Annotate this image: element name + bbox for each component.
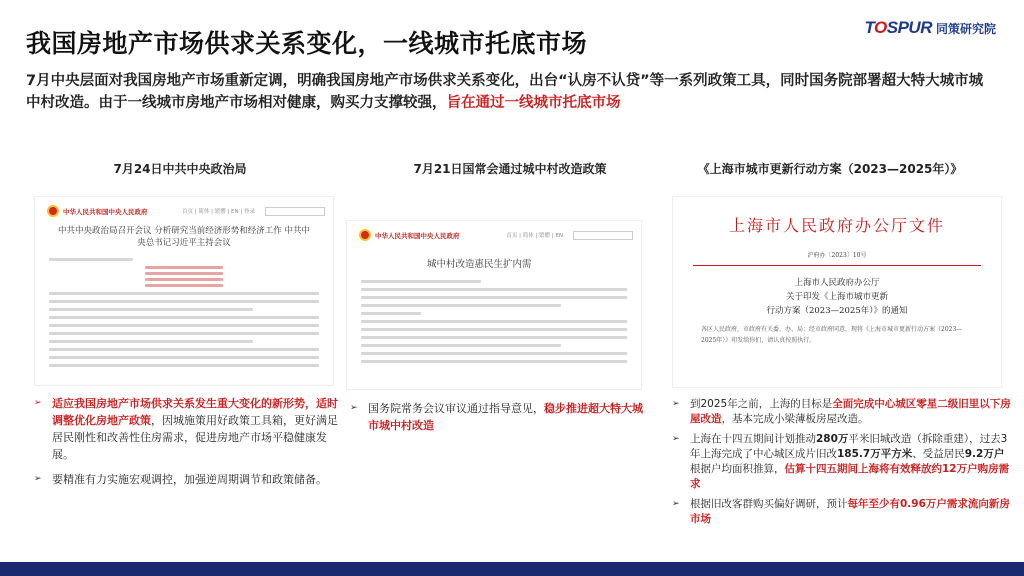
arrow-bullet-icon: ➢ bbox=[34, 474, 42, 484]
national-emblem-icon bbox=[359, 229, 371, 241]
shanghai-gov-notice-screenshot bbox=[672, 196, 1002, 388]
gov-site-name: 中华人民共和国中央人民政府 bbox=[63, 207, 148, 216]
page-title: 我国房地产市场供求关系变化，一线城市托底市场 bbox=[26, 29, 588, 58]
gov-search-box bbox=[265, 207, 325, 216]
doc1-headline: 中共中央政治局召开会议 分析研究当前经济形势和经济工作 中共中央总书记习近平主持会议 bbox=[58, 226, 310, 248]
column-title-politburo: 7月24日中共中央政治局 bbox=[113, 162, 247, 176]
doc2-headline: 城中村改造惠民生扩内需 bbox=[427, 259, 532, 270]
list-item: ➢ 上海在十四五期间计划推动280万平米旧城改造（拆除重建），过去3年上海完成了中心城区成片旧改185.7万平方米、受益居民9.2万户根据户均面积推算，估算十四五期间上海将有效释放约12万户购房需求 bbox=[672, 433, 1010, 490]
column-title-state-council: 7月21日国常会通过城中村改造政策 bbox=[413, 162, 607, 176]
gov-site-nav: 首页 | 简体 | 繁體 | EN | 登录 bbox=[182, 209, 255, 215]
doc3-number: 沪府办〔2023〕10号 bbox=[807, 252, 867, 259]
arrow-bullet-icon: ➢ bbox=[672, 399, 680, 409]
doc3-title: 上海市人民政府办公厅 关于印发《上海市城市更新 行动方案（2023—2025年）》的通知 bbox=[766, 278, 908, 316]
gov-site-nav: 首页 | 简体 | 繁體 | EN bbox=[506, 233, 563, 239]
doc3-red-header: 上海市人民政府办公厅文件 bbox=[728, 216, 945, 235]
doc3-red-rule bbox=[693, 265, 981, 266]
list-item: ➢ 要精准有力实施宏观调控，加强逆周期调节和政策储备。 bbox=[34, 473, 327, 486]
list-item: ➢ 适应我国房地产市场供求关系发生重大变化的新形势，适时调整优化房地产政策，因城施策用好政策工具箱，更好满足居民刚性和改善性住房需求，促进房地产市场平稳健康发展。 bbox=[34, 397, 338, 461]
footer-bar bbox=[0, 562, 1024, 576]
intro-highlight: 旨在通过一线城市托底市场 bbox=[446, 95, 621, 111]
gov-site-name: 中华人民共和国中央人民政府 bbox=[375, 231, 460, 240]
arrow-bullet-icon: ➢ bbox=[672, 499, 680, 509]
arrow-bullet-icon: ➢ bbox=[350, 403, 358, 413]
intro-paragraph: 7月中央层面对我国房地产市场重新定调，明确我国房地产市场供求关系变化，出台“认房不认贷”等一系列政策工具，同时国务院部署超大特大城市城中村改造。由于一线城市房地产市场相对健康，购买力支撑较强，旨在通过一线城市托底市场 bbox=[26, 73, 984, 111]
list-item: ➢ 根据旧改客群购买偏好调研，预计每年至少有0.96万户需求流向新房市场 bbox=[672, 498, 1010, 525]
state-council-bullets bbox=[350, 400, 650, 442]
national-emblem-icon bbox=[47, 205, 59, 217]
doc3-body: 各区人民政府，市政府有关委、办、局：经市政府同意，现将《上海市城市更新行动方案（2023—2025年）》印发给你们，请认真按照执行。 bbox=[701, 326, 963, 344]
logo-brand-en: TOSPUR bbox=[864, 18, 932, 37]
shanghai-bullets bbox=[672, 397, 1012, 535]
list-item: ➢ 国务院常务会议审议通过指导意见，稳步推进超大特大城市城中村改造 bbox=[350, 402, 643, 432]
list-item: ➢ 到2025年之前，上海的目标是全面完成中心城区零星二级旧里以下房屋改造，基本完成小梁薄板房屋改造。 bbox=[672, 398, 1011, 425]
gov-search-box bbox=[573, 231, 633, 240]
arrow-bullet-icon: ➢ bbox=[34, 398, 42, 408]
politburo-meeting-screenshot bbox=[34, 196, 334, 386]
logo-brand-cn: 同策研究院 bbox=[935, 21, 996, 36]
tospur-logo bbox=[864, 18, 996, 38]
arrow-bullet-icon: ➢ bbox=[672, 434, 680, 444]
politburo-bullets bbox=[34, 395, 344, 496]
column-title-shanghai-plan: 《上海市城市更新行动方案（2023—2025年）》 bbox=[697, 162, 963, 176]
urban-village-policy-screenshot bbox=[346, 220, 642, 390]
